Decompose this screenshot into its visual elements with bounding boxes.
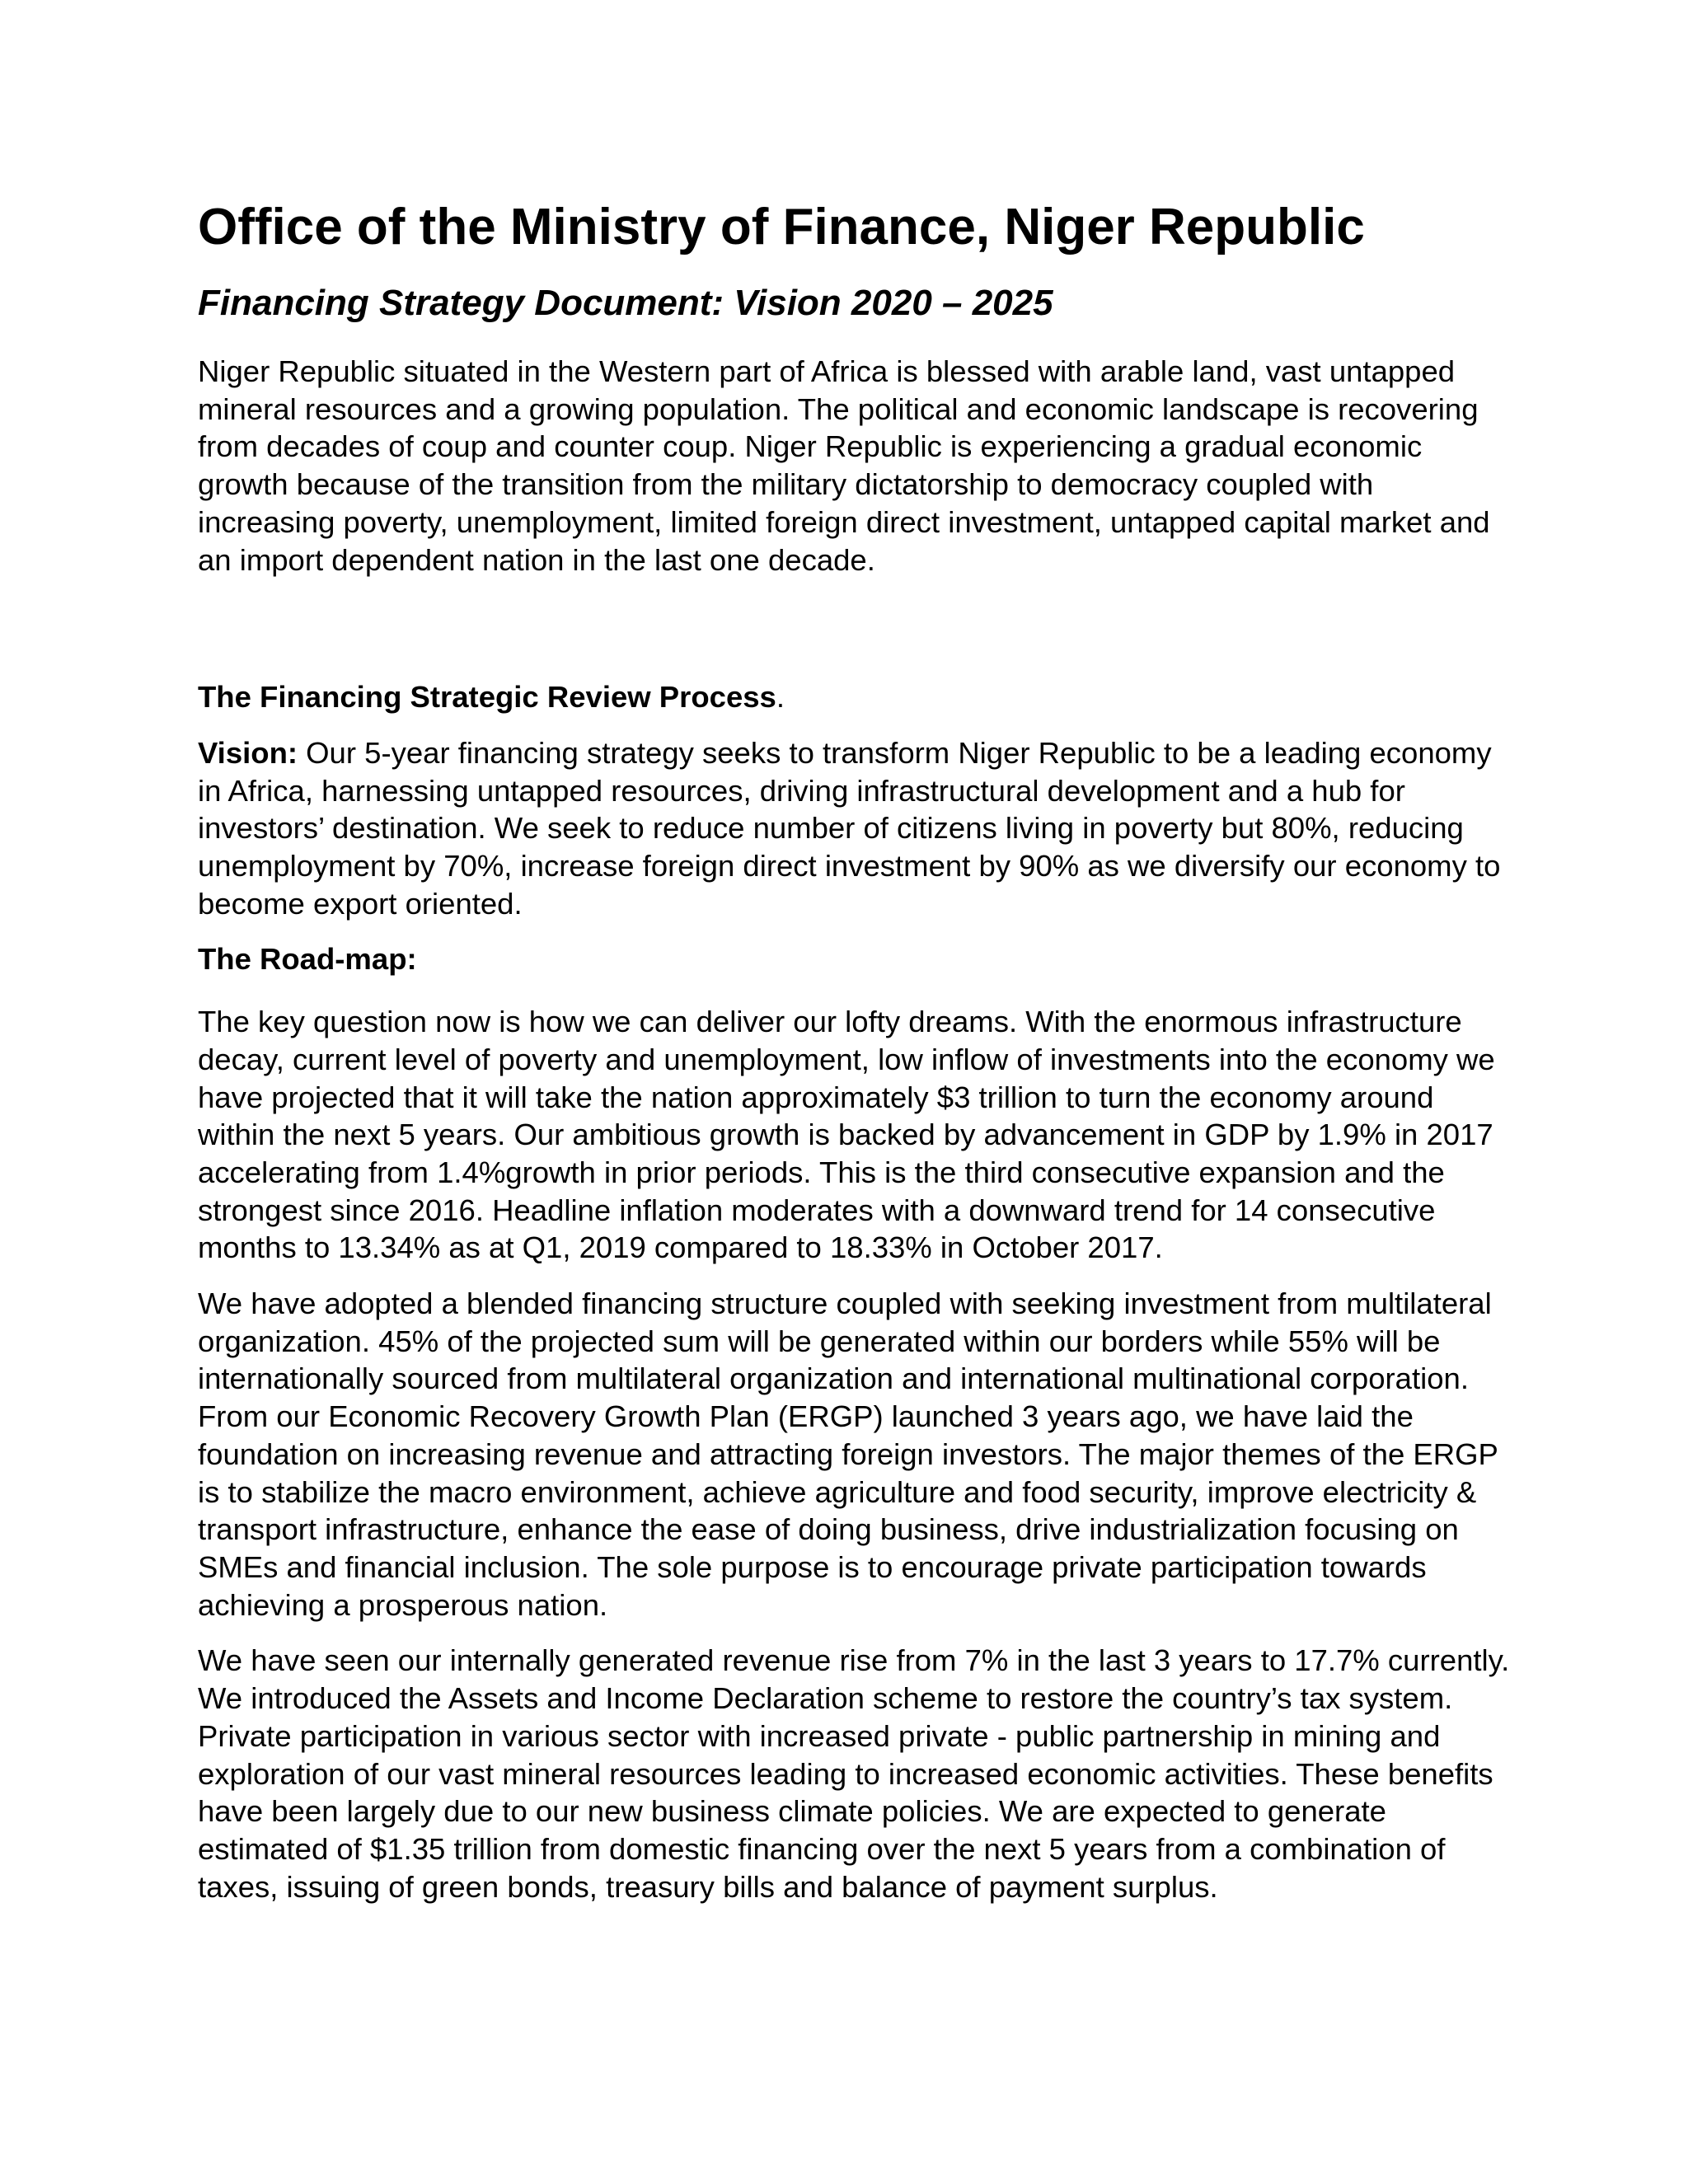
roadmap-paragraph-growth: The key question now is how we can deliver our lofty dreams. With the enormous infrastructure decay, current level of poverty and unemployment, low inflow of investments into the economy we have projected that it will take the nation approximately $3 trillion to turn the economy around within the next 5 years. Our ambitious growth is backed by advancement in GDP by 1.9% in 2017 accelerating from 1.4%growth in prior periods. This is the third consecutive expansion and the strongest since 2016. Headline inflation moderates with a downward trend for 14 consecutive months to 13.34% as at Q1, 2019 compared to 18.33% in October 2017. <box>198 1005 1495 1265</box>
page-subtitle: Financing Strategy Document: Vision 2020 – 2025 <box>198 283 1053 323</box>
vision-text: Our 5-year financing strategy seeks to transform Niger Republic to be a leading economy in Africa, harnessing untapped resources, driving infrastructural development and a hub for investors’ destination. We seek to reduce number of citizens living in poverty but 80%, reducing unemployment by 70%, increase foreign direct investment by 90% as we diversify our economy to become export oriented. <box>198 735 1501 921</box>
review-process-heading-text: The Financing Strategic Review Process <box>198 680 776 715</box>
page-title: Office of the Ministry of Finance, Niger Republic <box>198 199 1365 255</box>
review-process-heading-period: . <box>776 680 785 715</box>
vision-paragraph <box>198 734 1517 923</box>
roadmap-paragraph-domestic-revenue: We have seen our internally generated revenue rise from 7% in the last 3 years to 17.7% currently. We introduced the Assets and Income Declaration scheme to restore the country’s tax system. Private participation in various sector with increased private - public partnership in mining and exploration of our vast mineral resources leading to increased economic activities. These benefits have been largely due to our new business climate policies. We are expected to generate estimated of $1.35 trillion from domestic financing over the next 5 years from a combination of taxes, issuing of green bonds, treasury bills and balance of payment surplus. <box>198 1643 1510 1904</box>
roadmap-heading: The Road-map: <box>198 942 417 977</box>
document-body <box>198 194 1517 1905</box>
roadmap-paragraph-financing-structure: We have adopted a blended financing structure coupled with seeking investment from multilateral organization. 45% of the projected sum will be generated within our borders while 55% will be internationally sourced from multilateral organization and international multinational corporation. From our Economic Recovery Growth Plan (ERGP) launched 3 years ago, we have laid the foundation on increasing revenue and attracting foreign investors. The major themes of the ERGP is to stabilize the macro environment, achieve agriculture and food security, improve electricity & transport infrastructure, enhance the ease of doing business, drive industrialization focusing on SMEs and financial inclusion. The sole purpose is to encourage private participation towards achieving a prosperous nation. <box>198 1286 1498 1622</box>
review-process-heading <box>198 678 1517 716</box>
vision-label: Vision: <box>198 735 298 770</box>
intro-paragraph: Niger Republic situated in the Western part of Africa is blessed with arable land, vast untapped mineral resources and a growing population. The political and economic landscape is recovering from decades of coup and counter coup. Niger Republic is experiencing a gradual economic growth because of the transition from the military dictatorship to democracy coupled with increasing poverty, unemployment, limited foreign direct investment, untapped capital market and an import dependent nation in the last one decade. <box>198 354 1490 577</box>
